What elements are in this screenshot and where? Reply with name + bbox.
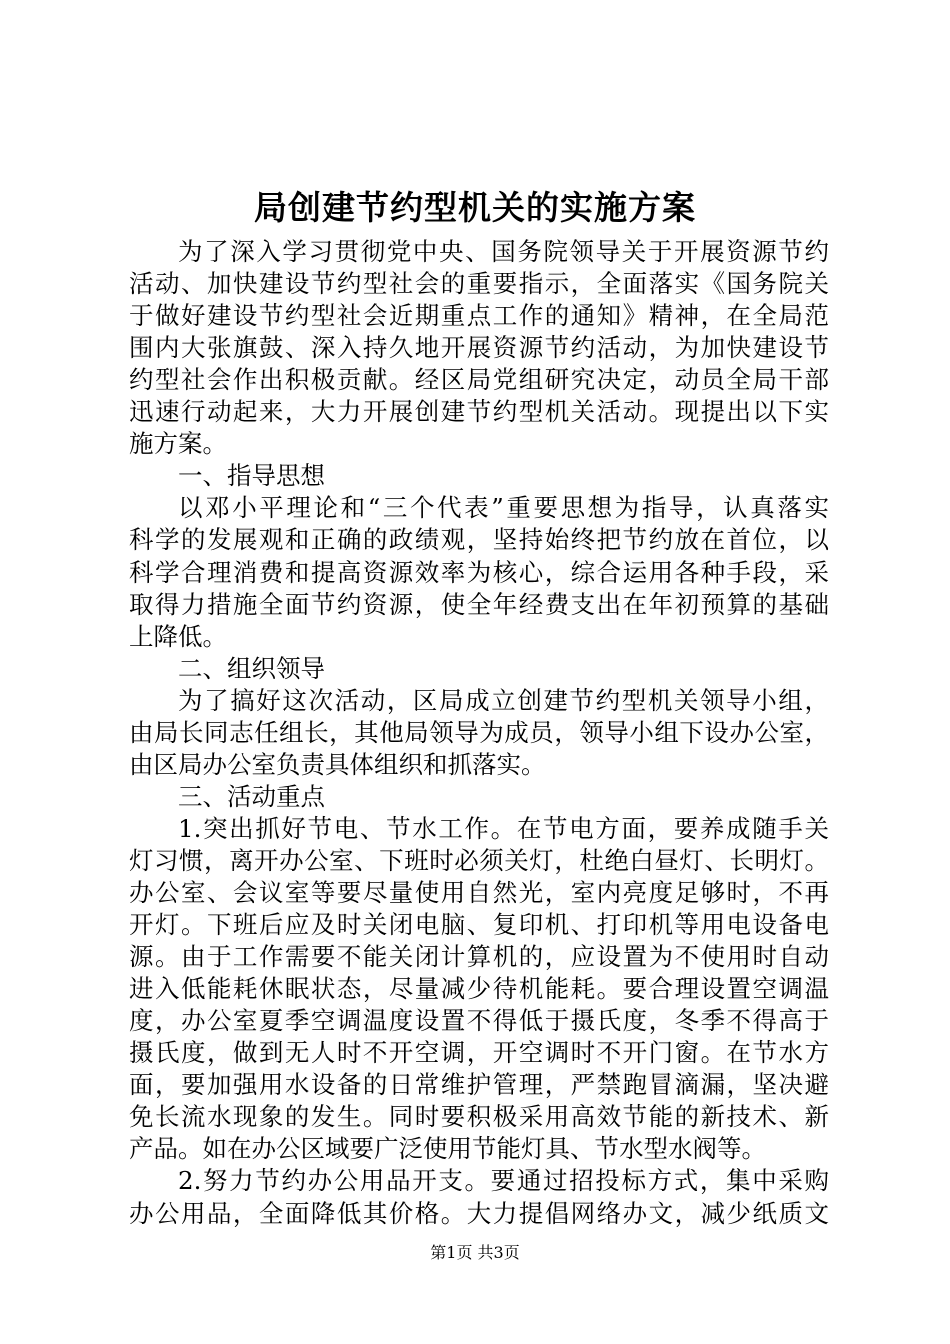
body-line: 施方案。 <box>129 429 227 459</box>
body-line: 面，要加强用水设备的日常维护管理，严禁跑冒滴漏，坚决避 <box>129 1070 829 1100</box>
body-line: 为了深入学习贯彻党中央、国务院领导关于开展资源节约 <box>178 237 829 266</box>
body-line: 活动、加快建设节约型社会的重要指示，全面落实《国务院关 <box>129 269 829 299</box>
body-line: 迅速行动起来，大力开展创建节约型机关活动。现提出以下实 <box>129 397 829 427</box>
body-line: 三、活动重点 <box>178 781 325 811</box>
body-line: 于做好建设节约型社会近期重点工作的通知》精神，在全局范 <box>129 301 829 331</box>
body-line: 办公用品，全面降低其价格。大力提倡网络办文，减少纸质文 <box>129 1198 829 1228</box>
body-line: 以邓小平理论和“三个代表”重要思想为指导，认真落实 <box>178 493 829 523</box>
body-line: 免长流水现象的发生。同时要积极采用高效节能的新技术、新 <box>129 1102 829 1132</box>
body-line: 约型社会作出积极贡献。经区局党组研究决定，动员全局干部 <box>129 365 829 395</box>
body-line: 二、组织领导 <box>178 653 325 683</box>
body-line: 2.努力节约办公用品开支。要通过招投标方式，集中采购 <box>178 1166 829 1196</box>
body-line: 一、指导思想 <box>178 461 325 491</box>
body-line: 灯习惯，离开办公室、下班时必须关灯，杜绝白昼灯、长明灯。 <box>129 845 829 875</box>
page-footer: 第1页 共3页 <box>430 1243 520 1262</box>
body-line: 由局长同志任组长，其他局领导为成员，领导小组下设办公室， <box>129 717 829 747</box>
body-line: 围内大张旗鼓、深入持久地开展资源节约活动，为加快建设节 <box>129 333 829 363</box>
body-line: 办公室、会议室等要尽量使用自然光，室内亮度足够时，不再 <box>129 878 829 907</box>
body-line: 产品。如在办公区域要广泛使用节能灯具、节水型水阀等。 <box>129 1134 766 1164</box>
body-line: 取得力措施全面节约资源，使全年经费支出在年初预算的基础 <box>129 589 829 619</box>
body-line: 开灯。下班后应及时关闭电脑、复印机、打印机等用电设备电 <box>129 910 829 940</box>
body-line: 上降低。 <box>129 621 227 651</box>
document-title: 局创建节约型机关的实施方案 <box>254 188 696 227</box>
body-line: 科学合理消费和提高资源效率为核心，综合运用各种手段，采 <box>129 557 829 587</box>
body-line: 源。由于工作需要不能关闭计算机的，应设置为不使用时自动 <box>129 942 829 972</box>
body-line: 科学的发展观和正确的政绩观，坚持始终把节约放在首位，以 <box>129 525 829 555</box>
body-line: 度，办公室夏季空调温度设置不得低于摄氏度，冬季不得高于 <box>129 1006 829 1036</box>
body-line: 为了搞好这次活动，区局成立创建节约型机关领导小组， <box>178 685 829 715</box>
body-line: 由区局办公室负责具体组织和抓落实。 <box>129 749 546 779</box>
body-line: 1.突出抓好节电、节水工作。在节电方面，要养成随手关 <box>178 813 829 843</box>
body-line: 进入低能耗休眠状态，尽量减少待机能耗。要合理设置空调温 <box>129 974 829 1004</box>
body-line: 摄氏度，做到无人时不开空调，开空调时不开门窗。在节水方 <box>129 1038 829 1068</box>
